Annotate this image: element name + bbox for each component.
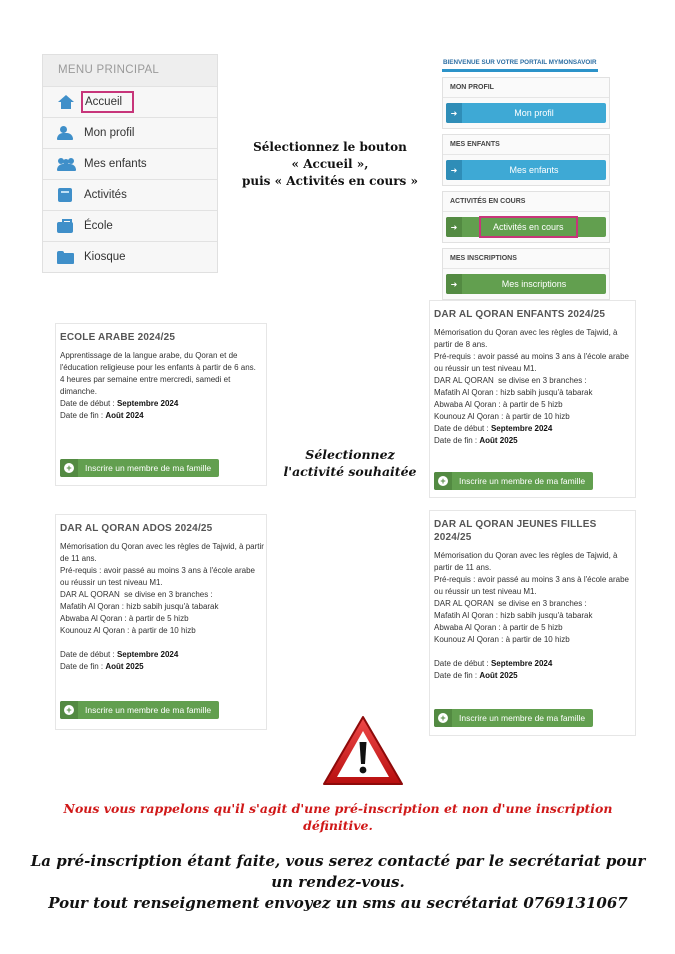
card-title: DAR AL QORAN ENFANTS 2024/25: [434, 309, 606, 320]
end-date: Date de fin : Août 2024: [60, 411, 144, 420]
mes-enfants-button[interactable]: [446, 160, 606, 180]
book-icon: [57, 188, 75, 202]
inscrire-button[interactable]: [60, 459, 219, 477]
activity-card-enfants: [429, 300, 636, 498]
menu-item-accueil[interactable]: [43, 86, 217, 117]
menu-item-ecole[interactable]: [43, 210, 217, 241]
card-text: Pré-requis : avoir passé au moins 3 ans à l'école arabe ou réussir un test niveau M1.: [60, 566, 258, 587]
briefcase-icon: [57, 219, 75, 233]
menu-item-mes-enfants[interactable]: [43, 148, 217, 179]
instruction-line: l'activité souhaitée: [283, 464, 417, 479]
user-icon: [57, 126, 75, 140]
portal-section-heading: MES INSCRIPTIONS: [443, 249, 609, 269]
button-label: Mon profil: [514, 108, 554, 118]
card-text: Pré-requis : avoir passé au moins 3 ans à l'école arabe ou réussir un test niveau M1.: [434, 575, 632, 596]
mon-profil-button[interactable]: [446, 103, 606, 123]
portal-panel: [442, 54, 617, 289]
card-text: Kounouz Al Qoran : à partir de 10 hizb: [434, 412, 570, 421]
card-text: Mafatih Al Qoran : hizb sabih jusqu'à tabarak: [434, 611, 593, 620]
card-text: Pré-requis : avoir passé au moins 3 ans à l'école arabe ou réussir un test niveau M1.: [434, 352, 632, 373]
button-label: Inscrire un membre de ma famille: [85, 463, 212, 473]
end-date: Date de fin : Août 2025: [60, 662, 144, 671]
menu-item-mon-profil[interactable]: [43, 117, 217, 148]
inscrire-button[interactable]: [434, 709, 593, 727]
button-label: Inscrire un membre de ma famille: [459, 476, 586, 486]
notice-line: un rendez-vous.: [271, 873, 405, 891]
card-text: Abwaba Al Qoran : à partir de 5 hizb: [434, 623, 563, 632]
notice-line: Nous vous rappelons qu'il s'agit d'une pré-inscription et non d'une inscription: [63, 801, 613, 816]
button-label: Inscrire un membre de ma famille: [459, 713, 586, 723]
activites-en-cours-button[interactable]: [446, 217, 606, 237]
activity-card-ados: [55, 514, 267, 730]
start-date: Date de début : Septembre 2024: [60, 650, 179, 659]
card-text: Apprentissage de la langue arabe, du Qoran et de l'éducation religieuse pour les enfants à partir de 6 ans.: [60, 351, 256, 372]
card-text: Mémorisation du Qoran avec les règles de Tajwid, à partir de 11 ans.: [434, 551, 620, 572]
start-date: Date de début : Septembre 2024: [434, 659, 553, 668]
plus-circle-icon: +: [434, 472, 452, 490]
portal-section-heading: MON PROFIL: [443, 78, 609, 98]
card-text: 4 heures par semaine entre mercredi, samedi et dimanche.: [60, 375, 233, 396]
portal-section-enfants: [442, 134, 610, 186]
arrow-right-icon: ➜: [446, 217, 462, 237]
arrow-right-icon: ➜: [446, 274, 462, 294]
start-date: Date de début : Septembre 2024: [60, 399, 179, 408]
folder-icon: [57, 250, 75, 264]
portal-section-heading: MES ENFANTS: [443, 135, 609, 155]
notice-line: définitive.: [303, 818, 373, 833]
menu-item-kiosque[interactable]: [43, 241, 217, 272]
card-text: Abwaba Al Qoran : à partir de 5 hizb: [434, 400, 563, 409]
portal-section-heading: ACTIVITÉS EN COURS: [443, 192, 609, 212]
portal-section-activites: [442, 191, 610, 243]
plus-circle-icon: +: [60, 701, 78, 719]
end-date: Date de fin : Août 2025: [434, 436, 518, 445]
card-title: DAR AL QORAN JEUNES FILLES 2024/25: [434, 519, 597, 543]
users-icon: [57, 157, 75, 171]
start-date: Date de début : Septembre 2024: [434, 424, 553, 433]
card-text: DAR AL QORAN se divise en 3 branches :: [434, 599, 587, 608]
instruction-line: « Accueil »,: [291, 157, 369, 171]
arrow-right-icon: ➜: [446, 103, 462, 123]
main-menu: [42, 54, 218, 273]
contact-notice: [30, 851, 646, 914]
menu-item-label: Accueil: [81, 91, 134, 113]
menu-item-label: Activités: [84, 189, 127, 201]
instruction-line: Sélectionnez le bouton: [253, 140, 407, 154]
card-text: Mafatih Al Qoran : hizb sabih jusqu'à tabarak: [60, 602, 219, 611]
mes-inscriptions-button[interactable]: [446, 274, 606, 294]
button-label: Inscrire un membre de ma famille: [85, 705, 212, 715]
card-text: Mafatih Al Qoran : hizb sabih jusqu'à tabarak: [434, 388, 593, 397]
menu-item-activites[interactable]: [43, 179, 217, 210]
plus-circle-icon: +: [434, 709, 452, 727]
card-text: DAR AL QORAN se divise en 3 branches :: [60, 590, 213, 599]
card-text: Kounouz Al Qoran : à partir de 10 hizb: [60, 626, 196, 635]
inscrire-button[interactable]: [434, 472, 593, 490]
card-text: DAR AL QORAN se divise en 3 branches :: [434, 376, 587, 385]
menu-item-label: Kiosque: [84, 251, 126, 263]
menu-title: MENU PRINCIPAL: [58, 64, 160, 76]
button-label: Mes inscriptions: [501, 279, 567, 289]
portal-title: BIENVENUE SUR VOTRE PORTAIL MYMONSAVOIR: [442, 54, 598, 72]
card-title: DAR AL QORAN ADOS 2024/25: [60, 523, 213, 534]
home-icon: [57, 95, 75, 109]
instruction-line: puis « Activités en cours »: [242, 174, 418, 188]
pre-inscription-notice: [48, 800, 628, 834]
portal-section-profil: [442, 77, 610, 129]
plus-circle-icon: +: [60, 459, 78, 477]
instruction-step1: [232, 139, 428, 190]
activity-card-jeunes-filles: [429, 510, 636, 736]
button-label: Mes enfants: [509, 165, 559, 175]
activity-card-ecole-arabe: [55, 323, 267, 486]
card-text: Mémorisation du Qoran avec les règles de Tajwid, à partir de 8 ans.: [434, 328, 620, 349]
end-date: Date de fin : Août 2025: [434, 671, 518, 680]
instruction-line: Sélectionnez: [305, 447, 395, 462]
button-label: Activités en cours: [479, 216, 578, 238]
menu-item-label: École: [84, 220, 113, 232]
card-text: Kounouz Al Qoran : à partir de 10 hizb: [434, 635, 570, 644]
card-text: Mémorisation du Qoran avec les règles de Tajwid, à partir de 11 ans.: [60, 542, 267, 563]
inscrire-button[interactable]: [60, 701, 219, 719]
card-text: Abwaba Al Qoran : à partir de 5 hizb: [60, 614, 189, 623]
menu-item-label: Mon profil: [84, 127, 135, 139]
notice-line: Pour tout renseignement envoyez un sms au secrétariat 0769131067: [48, 894, 628, 912]
warning-triangle-icon: [321, 714, 405, 788]
card-title: ECOLE ARABE 2024/25: [60, 332, 176, 343]
notice-line: La pré-inscription étant faite, vous serez contacté par le secrétariat pour: [30, 852, 646, 870]
arrow-right-icon: ➜: [446, 160, 462, 180]
menu-item-label: Mes enfants: [84, 158, 147, 170]
portal-section-inscriptions: [442, 248, 610, 300]
instruction-step2: [270, 446, 430, 480]
